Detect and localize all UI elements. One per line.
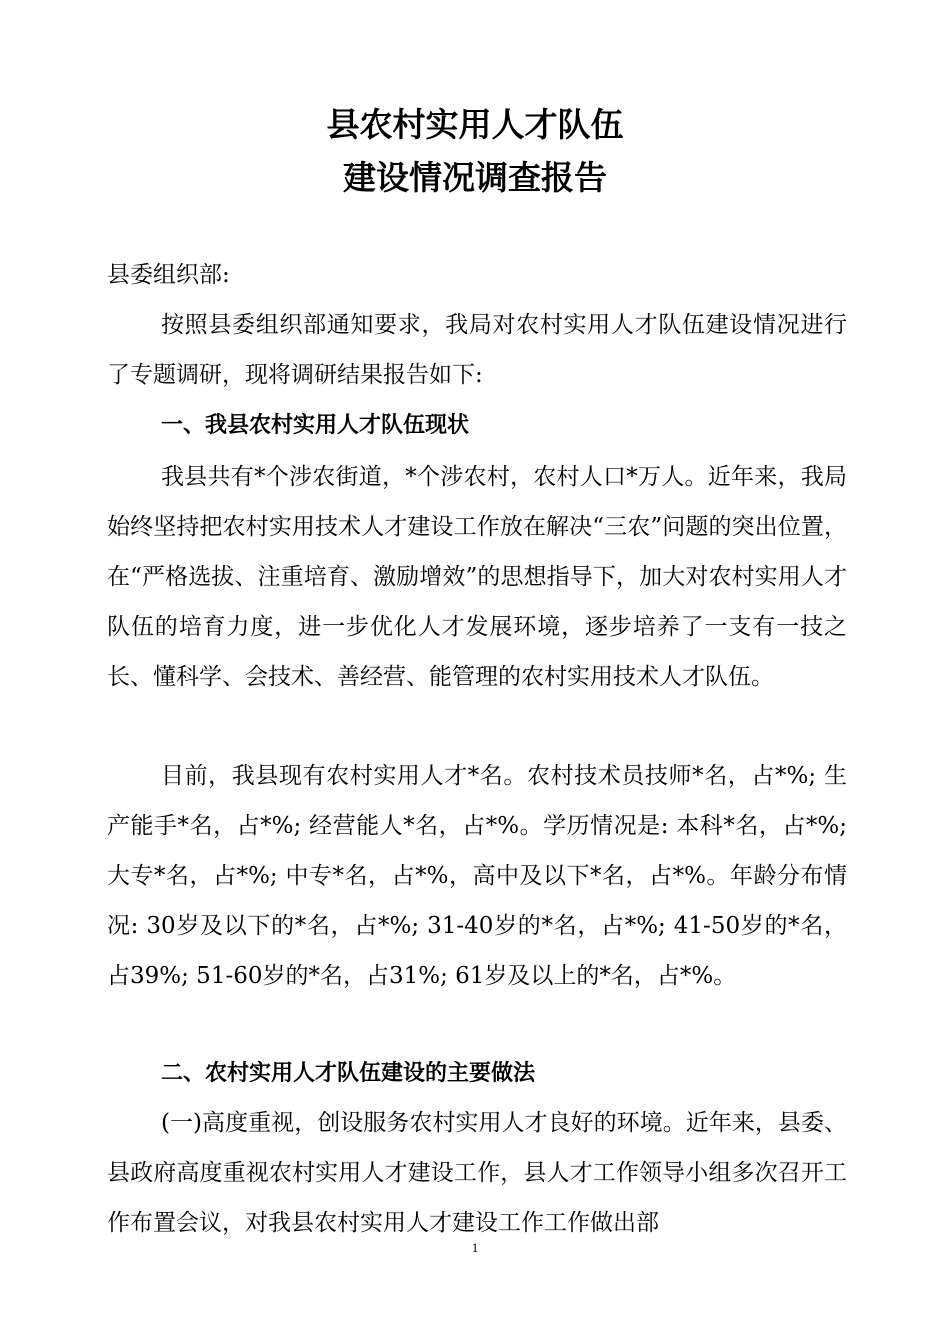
section1-paragraph-status: 我县共有*个涉农街道，*个涉农村，农村人口*万人。近年来，我局始终坚持把农村实用技术人才建设工作放在解决“三农”问题的突出位置，在“严格选拔、注重培育、激励增效”的思想指导下，加大对农村实用人才队伍的培育力度，进一步优化人才发展环境，逐步培养了一支有一技之长、懂科学、会技术、善经营、能管理的农村实用技术人才队伍。 xyxy=(107,464,847,690)
section2-heading: 二、农村实用人才队伍建设的主要做法 xyxy=(161,1061,536,1086)
section2-paragraph-measure1: (一)高度重视，创设服务农村实用人才良好的环境。近年来，县委、县政府高度重视农村实用人才建设工作，县人才工作领导小组多次召开工作布置会议，对我县农村实用人才建设工作工作做出部 xyxy=(107,1110,847,1236)
section1-paragraph-statistics: 目前，我县现有农村实用人才*名。农村技术员技师*名，占*%; 生产能手*名，占*%; 经营能人*名，占*%。学历情况是: 本科*名，占*%; 大专*名，占*%; 中专*名，占*%，高中及以下*名，占*%。年龄分布情况: 30岁及以下的*名，占*%; 31-40岁的*名，占*%; 41-50岁的*名，占39%; 51-60岁的*名，占31%; 61岁及以上的*名，占*%。 xyxy=(107,763,847,989)
intro-paragraph: 按照县委组织部通知要求，我局对农村实用人才队伍建设情况进行了专题调研，现将调研结果报告如下: xyxy=(107,312,847,388)
page-number: 1 xyxy=(471,1240,479,1255)
salutation: 县委组织部: xyxy=(107,262,230,288)
document-title-line1: 县农村实用人才队伍 xyxy=(326,105,624,144)
document-title-line2: 建设情况调查报告 xyxy=(343,158,607,197)
section1-heading: 一、我县农村实用人才队伍现状 xyxy=(161,413,470,438)
